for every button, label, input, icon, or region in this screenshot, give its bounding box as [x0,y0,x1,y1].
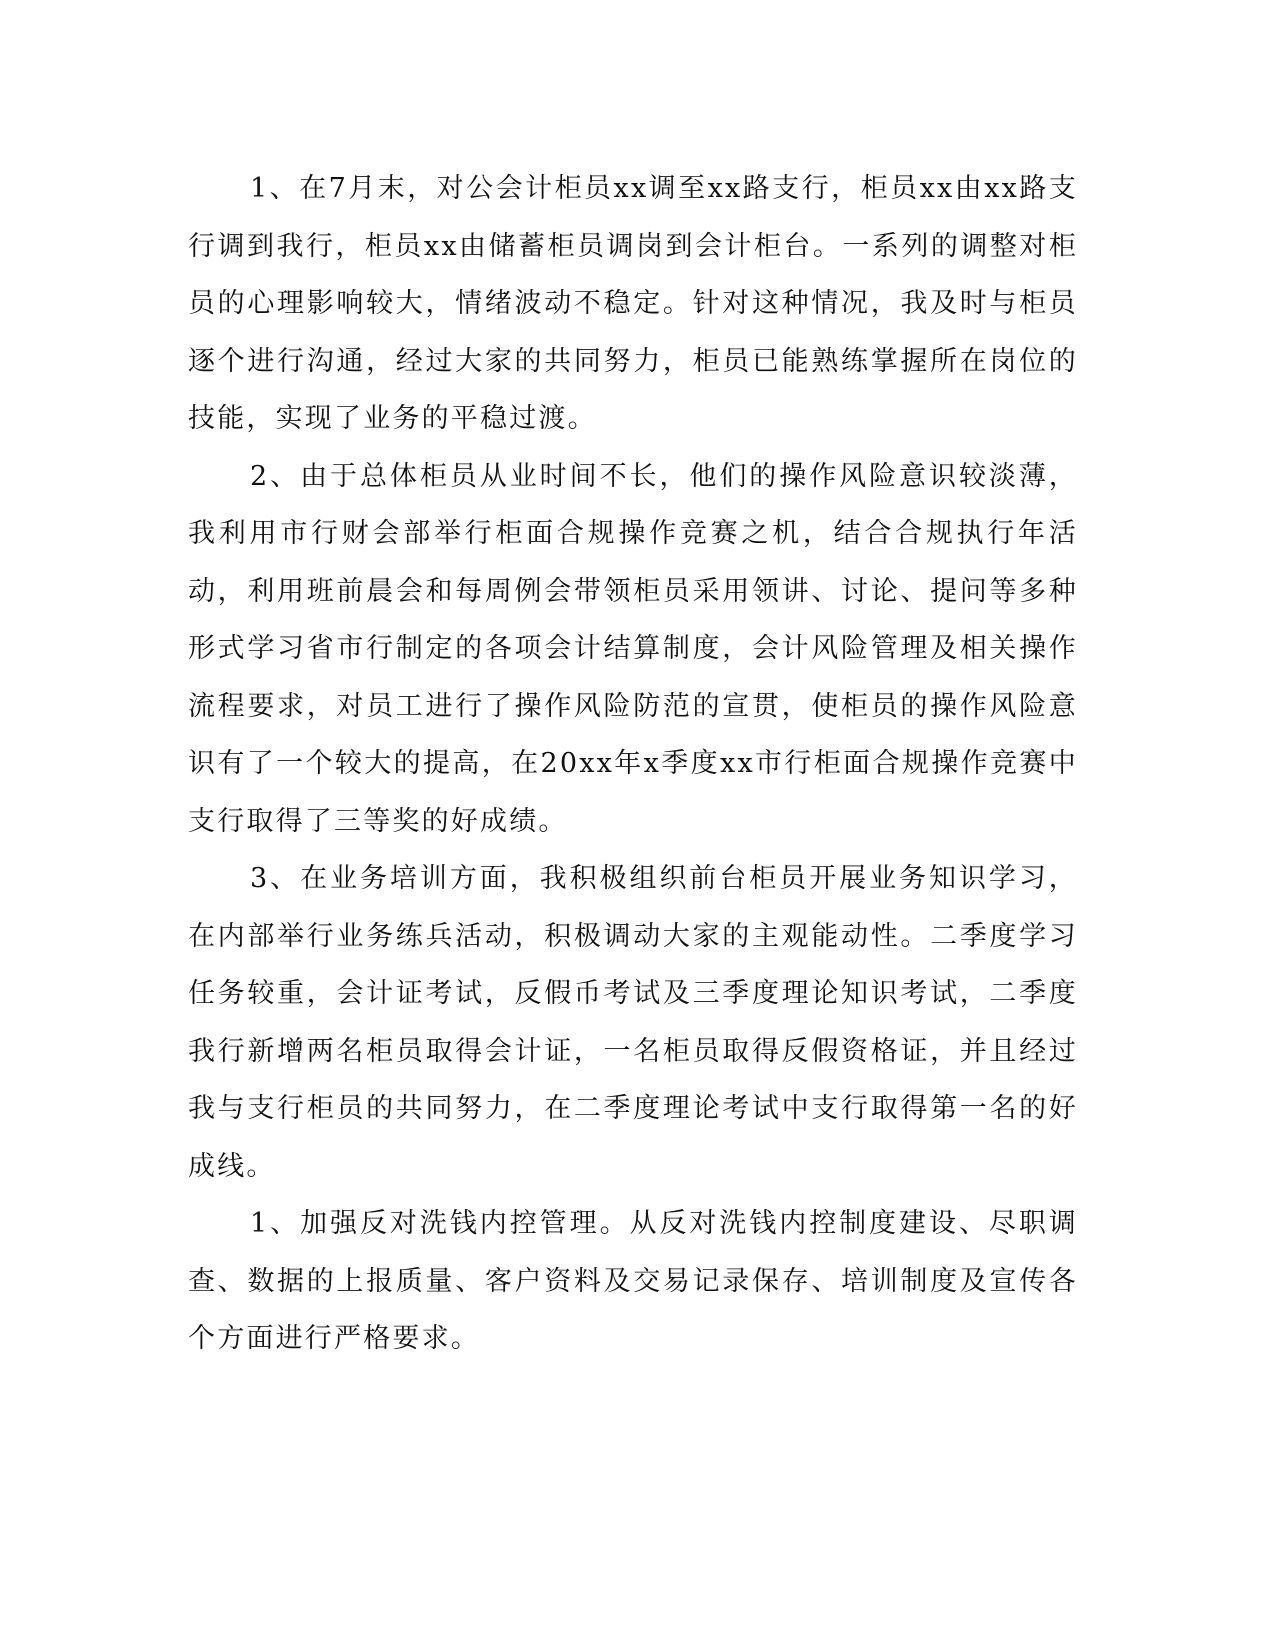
paragraph-4: 1、加强反对洗钱内控管理。从反对洗钱内控制度建设、尽职调查、数据的上报质量、客户资料及交易记录保存、培训制度及宣传各个方面进行严格要求。 [188,1208,1078,1354]
paragraph-3: 3、在业务培训方面，我积极组织前台柜员开展业务知识学习，在内部举行业务练兵活动，积极调动大家的主观能动性。二季度学习任务较重，会计证考试，反假币考试及三季度理论知识考试，二季度我行新增两名柜员取得会计证，一名柜员取得反假资格证，并且经过我与支行柜员的共同努力，在二季度理论考试中支行取得第一名的好成线。 [188,863,1078,1182]
paragraph-1: 1、在7月末，对公会计柜员xx调至xx路支行，柜员xx由xx路支行调到我行，柜员xx由储蓄柜员调岗到会计柜台。一系列的调整对柜员的心理影响较大，情绪波动不稳定。针对这种情况，我及时与柜员逐个进行沟通，经过大家的共同努力，柜员已能熟练掌握所在岗位的技能，实现了业务的平稳过渡。 [188,173,1078,434]
document-body [188,160,1078,1368]
paragraph-2: 2、由于总体柜员从业时间不长，他们的操作风险意识较淡薄，我利用市行财会部举行柜面合规操作竞赛之机，结合合规执行年活动，利用班前晨会和每周例会带领柜员采用领讲、讨论、提问等多种形式学习省市行制定的各项会计结算制度，会计风险管理及相关操作流程要求，对员工进行了操作风险防范的宣贯，使柜员的操作风险意识有了一个较大的提高，在20xx年x季度xx市行柜面合规操作竞赛中支行取得了三等奖的好成绩。 [188,460,1078,837]
